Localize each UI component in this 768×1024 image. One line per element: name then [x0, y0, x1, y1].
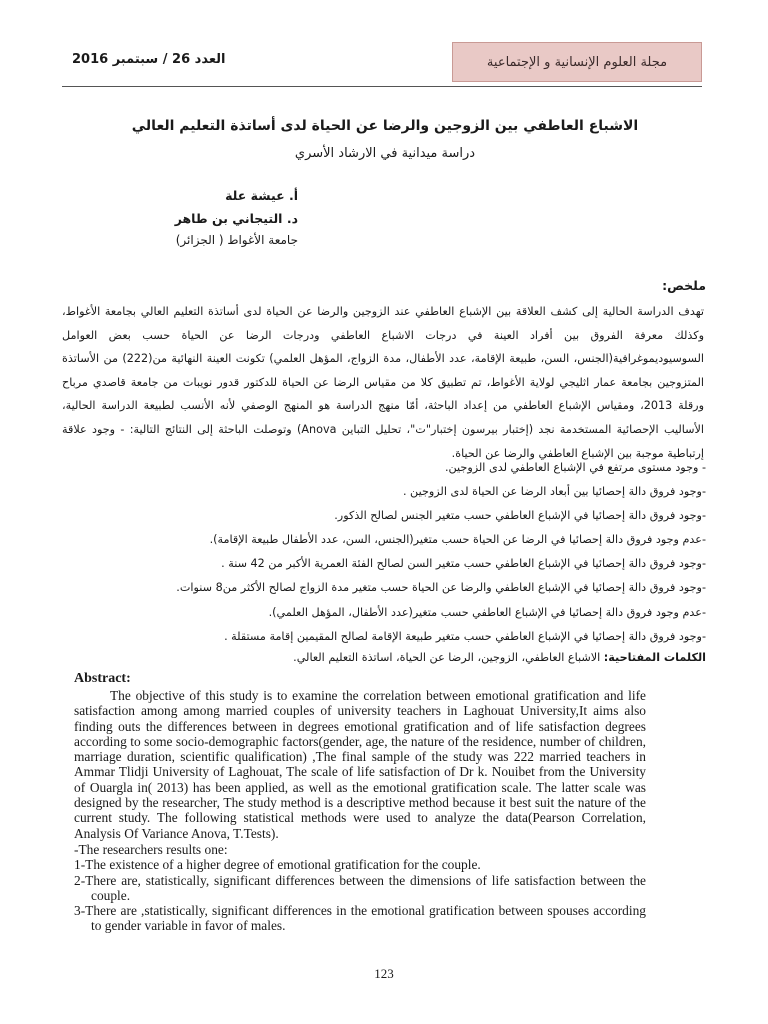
result-item: 1-The existence of a higher degree of emotional gratification for the couple.	[74, 857, 481, 873]
result-item: -وجود فروق دالة إحصائيا في الإشباع العاطفي حسب متغير طبيعة الإقامة لصالح المقيمين إقامة مستقلة .	[224, 629, 706, 643]
result-item: -عدم وجود فروق دالة إحصائيا في الرضا عن الحياة حسب متغير(الجنس، السن، عدد الأطفال طبيعة الإقامة).	[209, 533, 706, 547]
result-item: 3-There are ,statistically, significant differences in the emotional gratification between spouses according to gender variable in favor of males.	[74, 903, 646, 934]
abstract-body: The objective of this study is to examine the correlation between emotional gratification and life satisfaction among among married couples of university teachers in Laghouat University,It aims also finding outs the differences between in degrees emotional gratification and of life satisfaction degrees according to some socio-demographic factors(gender, age, the nature of the residence, number of children, marriage duration, scientific qualification) ,The final sample of the study was 222 married teachers in Ammar Tlidji University of Laghouat, The scale of life satisfaction of Dr k. Nouibet from the University of Ouargla in( 2013) has been applied, as well as the emotional gratification scale. The latter scale was designed by the researcher, The study method is a descriptive method because it best suit the nature of the current study. The following statistical methods were used to analyze the data(Pearson Correlation, Analysis Of Variance Anova, T.Tests).	[74, 688, 646, 841]
result-item: - وجود مستوى مرتفع في الإشباع العاطفي لدى الزوجين.	[444, 461, 706, 474]
author-name: د. التيجاني بن طاهر	[174, 211, 298, 226]
result-item: 2-There are, statistically, significant differences between the dimensions of life satisfaction between the couple.	[74, 872, 646, 903]
author-name: أ. عيشة علة	[225, 188, 298, 203]
abstract-heading: Abstract:	[74, 671, 131, 686]
result-item: -وجود فروق دالة إحصائيا في الإشباع العاطفي والرضا عن الحياة حسب متغير مدة الزواج لصالح الأكثر من8 سنوات.	[176, 581, 706, 595]
author-affiliation: جامعة الأغواط ( الجزائر)	[175, 233, 298, 247]
page-number: 123	[374, 966, 394, 981]
article-subtitle: دراسة ميدانية في الارشاد الأسري	[294, 146, 476, 161]
arabic-summary-body: تهدف الدراسة الحالية إلى كشف العلاقة بين الإشباع العاطفي عند الزوجين والرضا عن الحياة لدى أساتذة التعليم العالي بجامعة الأغواط، وكذلك معرفة الفروق بين أفراد العينة في درجات الاشباع العاطفي ودرجات الرضا عن الحياة حسب بعض العوامل السوسيوديموغرافية(الجنس، السن، طبيعة الإقامة، عدد الأطفال، مدة الزواج، المؤهل العلمي) تكونت العينة النهائية من(222) من الأساتذة المتزوجين بجامعة عمار اثليجي لولاية الأغواط، تم تطبيق كلا من مقياس الرضا عن الحياة للدكتور قدور نويبات من جامعة قاصدي مرباح ورقلة 2013، ومقياس الإشباع العاطفي من إعداد الباحثة، أمّا منهج الدراسة هو المنهج الوصفي لأنه الأنسب لطبيعة الدراسة الحالية، الأساليب الإحصائية المستخدمة نجد (إختبار بيرسون إختبار"ت"، تحليل التباين Anova) وتوصلت الباحثة إلى النتائج التالية: - وجود علاقة إرتباطية موجبة بين الإشباع العاطفي والرضا عن الحياة.	[62, 305, 704, 460]
journal-name-box: مجلة العلوم الإنسانية و الإجتماعية	[452, 42, 702, 82]
english-results-list	[74, 842, 646, 934]
result-item: -عدم وجود فروق دالة إحصائيا في الإشباع العاطفي حسب متغير(عدد الأطفال، المؤهل العلمي).	[268, 605, 706, 619]
header-divider	[62, 86, 702, 87]
arabic-results-list	[64, 456, 706, 649]
arabic-keywords	[64, 651, 706, 664]
keywords-text: الاشباع العاطفي، الزوجين، الرضا عن الحياة، اساتذة التعليم العالي.	[293, 651, 601, 664]
keywords-label: الكلمات المفتاحية:	[603, 651, 706, 664]
issue-label: العدد 26 / سبتمبر 2016	[72, 52, 226, 67]
result-item: -The researchers results one:	[74, 842, 228, 857]
page-header	[62, 42, 702, 84]
arabic-summary-heading: ملخص:	[662, 278, 706, 293]
result-item: -وجود فروق دالة إحصائيا في الإشباع العاطفي حسب متغير الجنس لصالح الذكور.	[334, 509, 706, 523]
article-title: الاشباع العاطفي بين الزوجين والرضا عن الحياة لدى أساتذة التعليم العالي	[131, 118, 639, 134]
result-item: -وجود فروق دالة إحصائيا في الإشباع العاطفي حسب متغير السن لصالح الفئة العمرية الأكبر من 42 سنة .	[221, 557, 706, 571]
result-item: -وجود فروق دالة إحصائيا بين أبعاد الرضا عن الحياة لدى الزوجين .	[402, 485, 706, 499]
